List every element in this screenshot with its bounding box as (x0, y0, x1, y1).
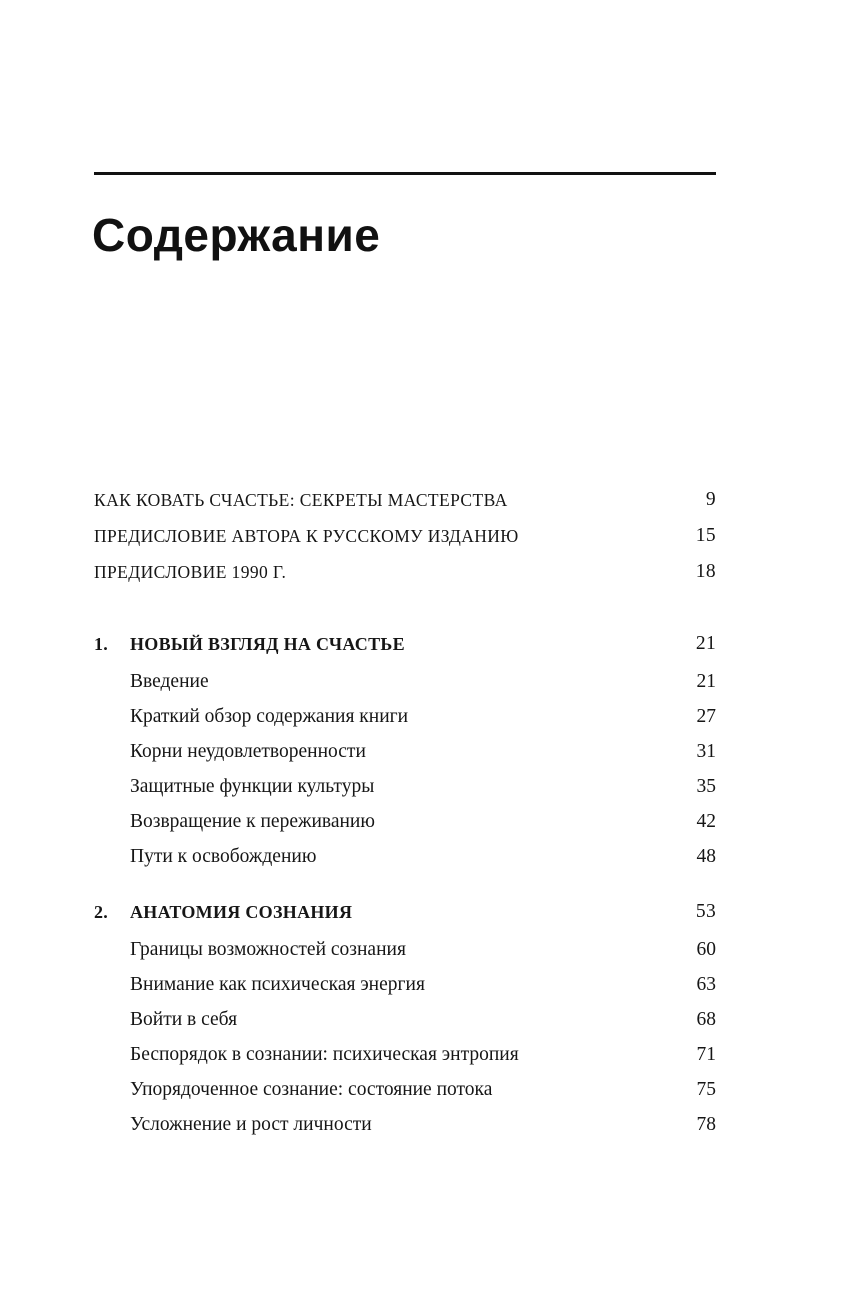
toc-entry (94, 664, 716, 699)
toc-entry-page: 60 (696, 938, 716, 960)
chapter-heading (94, 892, 716, 932)
toc-entry (94, 839, 716, 874)
toc-entry-page: 63 (696, 973, 716, 995)
toc-entry-label: Усложнение и рост личности (130, 1113, 372, 1135)
toc-entry-label: Упорядоченное сознание: состояние потока (130, 1078, 493, 1100)
toc-entry-page: 71 (696, 1043, 716, 1065)
toc-entry-label: ПРЕДИСЛОВИЕ АВТОРА К РУССКОМУ ИЗДАНИЮ (94, 525, 519, 546)
toc-entry (94, 482, 716, 518)
toc-entry-page: 75 (696, 1078, 716, 1100)
toc-entry (94, 1037, 716, 1072)
toc-entry (94, 1072, 716, 1107)
toc-entry (94, 932, 716, 967)
table-of-contents (94, 482, 716, 1142)
toc-entry-label: КАК КОВАТЬ СЧАСТЬЕ: СЕКРЕТЫ МАСТЕРСТВА (94, 489, 508, 510)
toc-entry-label: Краткий обзор содержания книги (130, 705, 409, 727)
toc-entry-label: Защитные функции культуры (130, 775, 375, 797)
toc-entry-page: 42 (696, 810, 716, 832)
toc-entry-label: Возвращение к переживанию (130, 810, 375, 832)
toc-entry (94, 769, 716, 804)
toc-entry-label: Внимание как психическая энергия (130, 973, 425, 995)
toc-entry-page: 18 (695, 561, 716, 582)
toc-entry (94, 734, 716, 769)
chapter-number: 2. (94, 901, 109, 922)
toc-entry-label: Пути к освобождению (130, 845, 317, 867)
toc-entry (94, 967, 716, 1002)
chapter-title: АНАТОМИЯ СОЗНАНИЯ (130, 901, 353, 922)
toc-entry-label: Границы возможностей сознания (130, 938, 406, 960)
toc-entry-page: 15 (695, 525, 716, 546)
divider (94, 172, 716, 175)
toc-entry (94, 699, 716, 734)
chapter-title: НОВЫЙ ВЗГЛЯД НА СЧАСТЬЕ (130, 633, 405, 654)
toc-entry-label: Корни неудовлетворенности (130, 740, 366, 762)
chapter-page: 21 (695, 633, 716, 654)
toc-entry (94, 1107, 716, 1142)
toc-entry (94, 554, 716, 590)
toc-entry (94, 518, 716, 554)
toc-entry-page: 9 (705, 489, 716, 510)
chapter-page: 53 (695, 901, 716, 922)
toc-entry-page: 27 (696, 705, 716, 727)
toc-entry-label: Беспорядок в сознании: психическая энтропия (130, 1043, 519, 1065)
toc-entry-label: Введение (130, 670, 209, 692)
toc-entry-page: 78 (696, 1113, 716, 1135)
toc-entry-page: 31 (696, 740, 716, 762)
toc-entry (94, 804, 716, 839)
toc-entry-page: 68 (696, 1008, 716, 1030)
page-title: Содержание (92, 209, 381, 261)
toc-entry-page: 35 (696, 775, 716, 797)
chapter-number: 1. (94, 633, 109, 654)
toc-entry-page: 21 (696, 670, 716, 692)
toc-entry-label: ПРЕДИСЛОВИЕ 1990 Г. (94, 561, 287, 582)
toc-entry-label: Войти в себя (130, 1008, 238, 1030)
toc-entry (94, 1002, 716, 1037)
toc-entry-page: 48 (696, 845, 716, 867)
chapter-heading (94, 624, 716, 664)
